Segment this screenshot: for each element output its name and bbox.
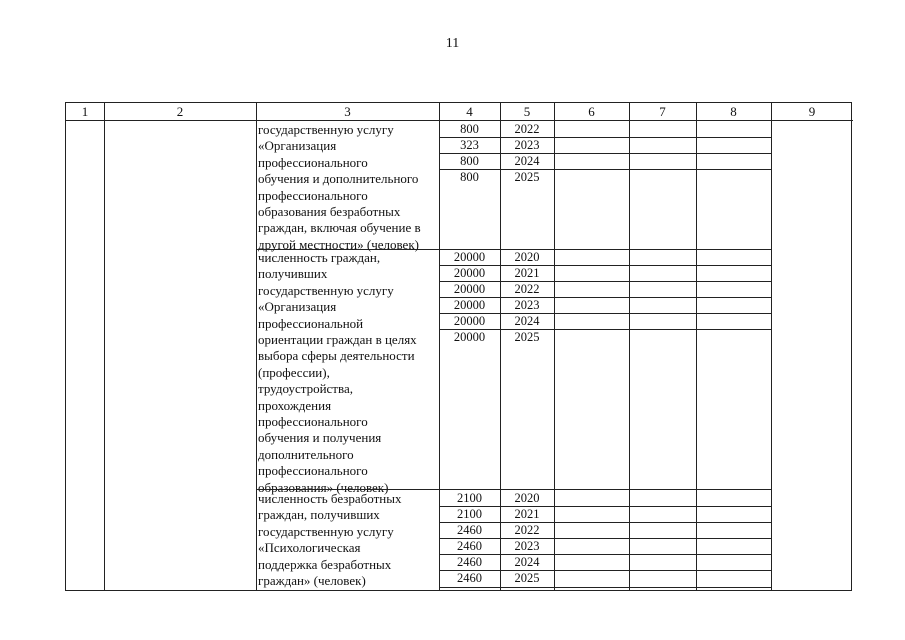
value-cell: 2460 [457,539,482,553]
value-cell: 20000 [453,282,486,296]
header-cell: 2 [176,104,184,119]
indicator-description: численность граждан, получивших государственную услугу «Организация профессиональной ориентации граждан в целях выбора сферы деятельности (профессии), трудоустройства, прохождения профессионального обучения и получения дополнительного профессионального образования» (человек) [258,250,417,495]
year-cell: 2022 [514,282,540,296]
value-cell: 800 [460,170,479,184]
year-cell: 2023 [514,539,540,553]
year-cell: 2022 [514,523,540,537]
value-cell: 20000 [453,298,486,312]
value-cell: 323 [460,138,479,152]
header-cell: 6 [588,104,595,119]
year-cell: 2023 [514,138,540,152]
column-divider [104,103,105,590]
year-cell: 2024 [514,314,540,328]
header-cell: 5 [523,104,531,119]
header-cell: 4 [466,104,473,119]
value-cell: 2100 [457,491,482,505]
value-cell: 20000 [453,330,486,344]
column-divider [696,103,697,590]
year-cell: 2024 [514,555,540,569]
indicator-description: численность безработных граждан, получивших государственную услугу «Психологическая поддержка безработных граждан» (человек) [258,491,402,589]
value-cell: 20000 [453,266,486,280]
row-divider [439,587,771,588]
header-cell: 8 [730,104,737,119]
column-divider [256,103,257,590]
header-cell: 1 [81,104,89,119]
value-cell: 20000 [453,250,486,264]
header-cell: 9 [808,104,816,119]
data-table [65,102,852,591]
year-cell: 2020 [514,250,540,264]
group-divider [256,489,439,490]
header-divider [66,120,853,121]
page-number: 11 [445,36,460,51]
year-cell: 2025 [514,571,540,585]
year-cell: 2025 [514,330,540,344]
year-cell: 2021 [514,266,540,280]
value-cell: 800 [460,122,479,136]
column-divider [554,103,555,590]
year-cell: 2025 [514,170,540,184]
year-cell: 2020 [514,491,540,505]
value-cell: 2460 [457,555,482,569]
row-divider [439,489,771,490]
value-cell: 2460 [457,571,482,585]
value-cell: 2460 [457,523,482,537]
year-cell: 2023 [514,298,540,312]
header-cell: 3 [344,104,351,119]
year-cell: 2024 [514,154,540,168]
year-cell: 2022 [514,122,540,136]
column-divider [629,103,630,590]
indicator-description: государственную услугу «Организация профессионального обучения и дополнительного профессионального образования безработных граждан, включая обучение в другой местности» (человек) [258,122,421,252]
year-cell: 2021 [514,507,540,521]
column-divider [771,103,772,590]
header-cell: 7 [659,104,666,119]
value-cell: 20000 [453,314,486,328]
value-cell: 2100 [457,507,482,521]
value-cell: 800 [460,154,479,168]
